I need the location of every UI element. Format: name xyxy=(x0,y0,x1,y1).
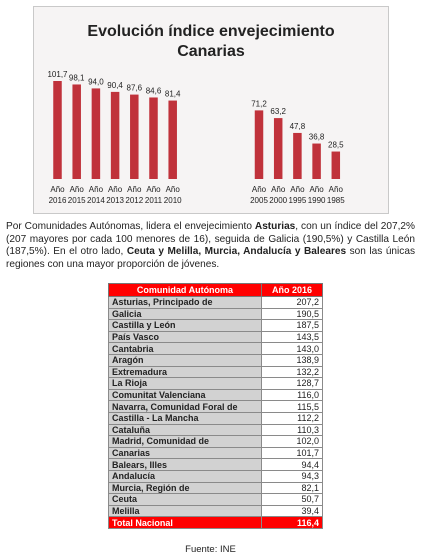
row-index-value: 143,0 xyxy=(262,343,323,355)
row-index-value: 207,2 xyxy=(262,297,323,309)
bar xyxy=(130,95,139,179)
x-tick-label-line1: Año xyxy=(165,185,180,194)
total-label: Total Nacional xyxy=(109,517,262,529)
chart-panel xyxy=(33,6,389,214)
x-tick-label-line2: 2010 xyxy=(163,196,182,205)
x-tick-label-line2: 2014 xyxy=(87,196,105,205)
total-row xyxy=(109,517,323,529)
bar xyxy=(332,152,341,179)
table-row xyxy=(109,308,323,320)
bar-value-label: 94,0 xyxy=(88,77,104,87)
row-community-name: Navarra, Comunidad Foral de xyxy=(109,401,262,413)
bar-chart xyxy=(34,7,388,213)
row-community-name: Melilla xyxy=(109,505,262,517)
x-tick-label-line1: Año xyxy=(251,185,267,194)
x-tick-label-line1: Año xyxy=(127,185,142,194)
header-community: Comunidad Autónoma xyxy=(109,284,262,297)
row-index-value: 190,5 xyxy=(262,308,323,320)
x-tick-label-line1: Año xyxy=(146,185,161,194)
total-value: 116,4 xyxy=(262,517,323,529)
row-community-name: Cataluña xyxy=(109,424,262,436)
table-row xyxy=(109,354,323,366)
x-tick-label-line2: 2016 xyxy=(48,196,67,205)
bar-value-label: 71,2 xyxy=(251,99,267,109)
x-tick-label-line1: Año xyxy=(328,185,343,194)
row-index-value: 94,4 xyxy=(262,459,323,471)
bar-value-label: 81,4 xyxy=(164,89,181,99)
bar-value-label: 63,2 xyxy=(270,107,286,117)
bar-value-label: 84,6 xyxy=(145,86,162,96)
row-index-value: 187,5 xyxy=(262,320,323,332)
table-row xyxy=(109,343,323,355)
table-header-row xyxy=(109,284,323,297)
bar xyxy=(312,144,321,179)
row-index-value: 110,3 xyxy=(262,424,323,436)
row-index-value: 132,2 xyxy=(262,366,323,378)
row-community-name: Galicia xyxy=(109,308,262,320)
x-tick-label-line2: 1990 xyxy=(307,196,326,205)
table-row xyxy=(109,297,323,309)
row-index-value: 101,7 xyxy=(262,447,323,459)
row-community-name: La Rioja xyxy=(109,378,262,390)
chart-title: Evolución índice envejecimiento xyxy=(87,23,335,40)
table-row xyxy=(109,459,323,471)
aging-index-table xyxy=(108,283,323,529)
x-tick-label-line1: Año xyxy=(107,185,123,194)
row-community-name: Ceuta xyxy=(109,494,262,506)
row-community-name: Cantabria xyxy=(109,343,262,355)
header-year: Año 2016 xyxy=(262,284,323,297)
x-tick-label-line2: 2012 xyxy=(125,196,144,205)
table-row xyxy=(109,436,323,448)
bars-layer xyxy=(47,70,345,205)
row-index-value: 128,7 xyxy=(262,378,323,390)
bar xyxy=(72,84,81,179)
row-community-name: Extremadura xyxy=(109,366,262,378)
table-body xyxy=(109,297,323,529)
x-tick-label-line2: 1985 xyxy=(326,196,345,205)
table-row xyxy=(109,331,323,343)
table-row xyxy=(109,505,323,517)
table-row xyxy=(109,470,323,482)
x-tick-label-line2: 2011 xyxy=(144,196,163,205)
description-paragraph xyxy=(6,221,415,271)
bar xyxy=(53,81,62,179)
x-tick-label-line2: 2013 xyxy=(106,196,124,205)
row-community-name: País Vasco xyxy=(109,331,262,343)
x-tick-label-line2: 1995 xyxy=(288,196,307,205)
bar xyxy=(274,118,283,179)
x-tick-label-line2: 2015 xyxy=(67,196,86,205)
table-row xyxy=(109,424,323,436)
bar-value-label: 47,8 xyxy=(289,121,306,131)
x-tick-label-line1: Año xyxy=(88,185,104,194)
row-community-name: Asturias, Principado de xyxy=(109,297,262,309)
table-row xyxy=(109,412,323,424)
row-index-value: 82,1 xyxy=(262,482,323,494)
row-index-value: 116,0 xyxy=(262,389,323,401)
table-row xyxy=(109,378,323,390)
paragraph-bold-2: Ceuta y Melilla, Murcia, Andalucía y Baleares xyxy=(126,246,347,258)
bar-value-label: 90,4 xyxy=(107,80,123,90)
table-row xyxy=(109,482,323,494)
x-tick-label-line1: Año xyxy=(69,185,84,194)
table-row xyxy=(109,389,323,401)
x-tick-label-line2: 2005 xyxy=(250,196,268,205)
row-index-value: 112,2 xyxy=(262,412,323,424)
bar xyxy=(293,133,302,179)
paragraph-bold-1: Asturias xyxy=(254,221,296,232)
row-community-name: Castilla - La Mancha xyxy=(109,412,262,424)
bar-value-label: 98,1 xyxy=(68,73,85,83)
row-index-value: 94,3 xyxy=(262,470,323,482)
row-index-value: 39,4 xyxy=(262,505,323,517)
row-community-name: Castilla y León xyxy=(109,320,262,332)
bar-value-label: 28,5 xyxy=(328,140,344,150)
row-index-value: 102,0 xyxy=(262,436,323,448)
table-row xyxy=(109,447,323,459)
x-tick-label-line1: Año xyxy=(271,185,286,194)
bar xyxy=(149,97,158,179)
row-community-name: Madrid, Comunidad de xyxy=(109,436,262,448)
x-tick-label-line1: Año xyxy=(50,185,65,194)
bar-value-label: 101,7 xyxy=(47,69,68,79)
bar xyxy=(168,101,177,179)
source-note: Fuente: INE xyxy=(185,544,236,555)
bar-value-label: 87,6 xyxy=(126,83,143,93)
x-tick-label-line1: Año xyxy=(309,185,324,194)
aging-index-table-wrapper xyxy=(108,283,323,529)
table-row xyxy=(109,401,323,413)
row-index-value: 115,5 xyxy=(262,401,323,413)
row-community-name: Aragón xyxy=(109,354,262,366)
chart-subtitle: Canarias xyxy=(177,43,245,60)
table-row xyxy=(109,366,323,378)
x-tick-label-line1: Año xyxy=(290,185,305,194)
row-index-value: 50,7 xyxy=(262,494,323,506)
table-row xyxy=(109,320,323,332)
paragraph-text-2: , con un índice del 207,2% (207 mayores por cada 100 menores de 16), seguida de Galicia (190,5%) y Castilla León (187,5%). En el otro lado, xyxy=(6,221,416,258)
paragraph-text-1: Por Comunidades Autónomas, lidera el envejecimiento xyxy=(6,221,255,232)
row-index-value: 138,9 xyxy=(262,354,323,366)
bar xyxy=(111,92,120,179)
bar-value-label: 36,8 xyxy=(308,132,325,142)
row-index-value: 143,5 xyxy=(262,331,323,343)
x-tick-label-line2: 2000 xyxy=(269,196,288,205)
bar xyxy=(255,110,264,179)
row-community-name: Murcia, Región de xyxy=(109,482,262,494)
paragraph-text-3: son las únicas regiones con una mayor proporción de jóvenes. xyxy=(6,246,415,270)
bar xyxy=(92,88,101,179)
row-community-name: Andalucía xyxy=(109,470,262,482)
row-community-name: Canarias xyxy=(109,447,262,459)
row-community-name: Balears, Illes xyxy=(109,459,262,471)
table-row xyxy=(109,494,323,506)
row-community-name: Comunitat Valenciana xyxy=(109,389,262,401)
